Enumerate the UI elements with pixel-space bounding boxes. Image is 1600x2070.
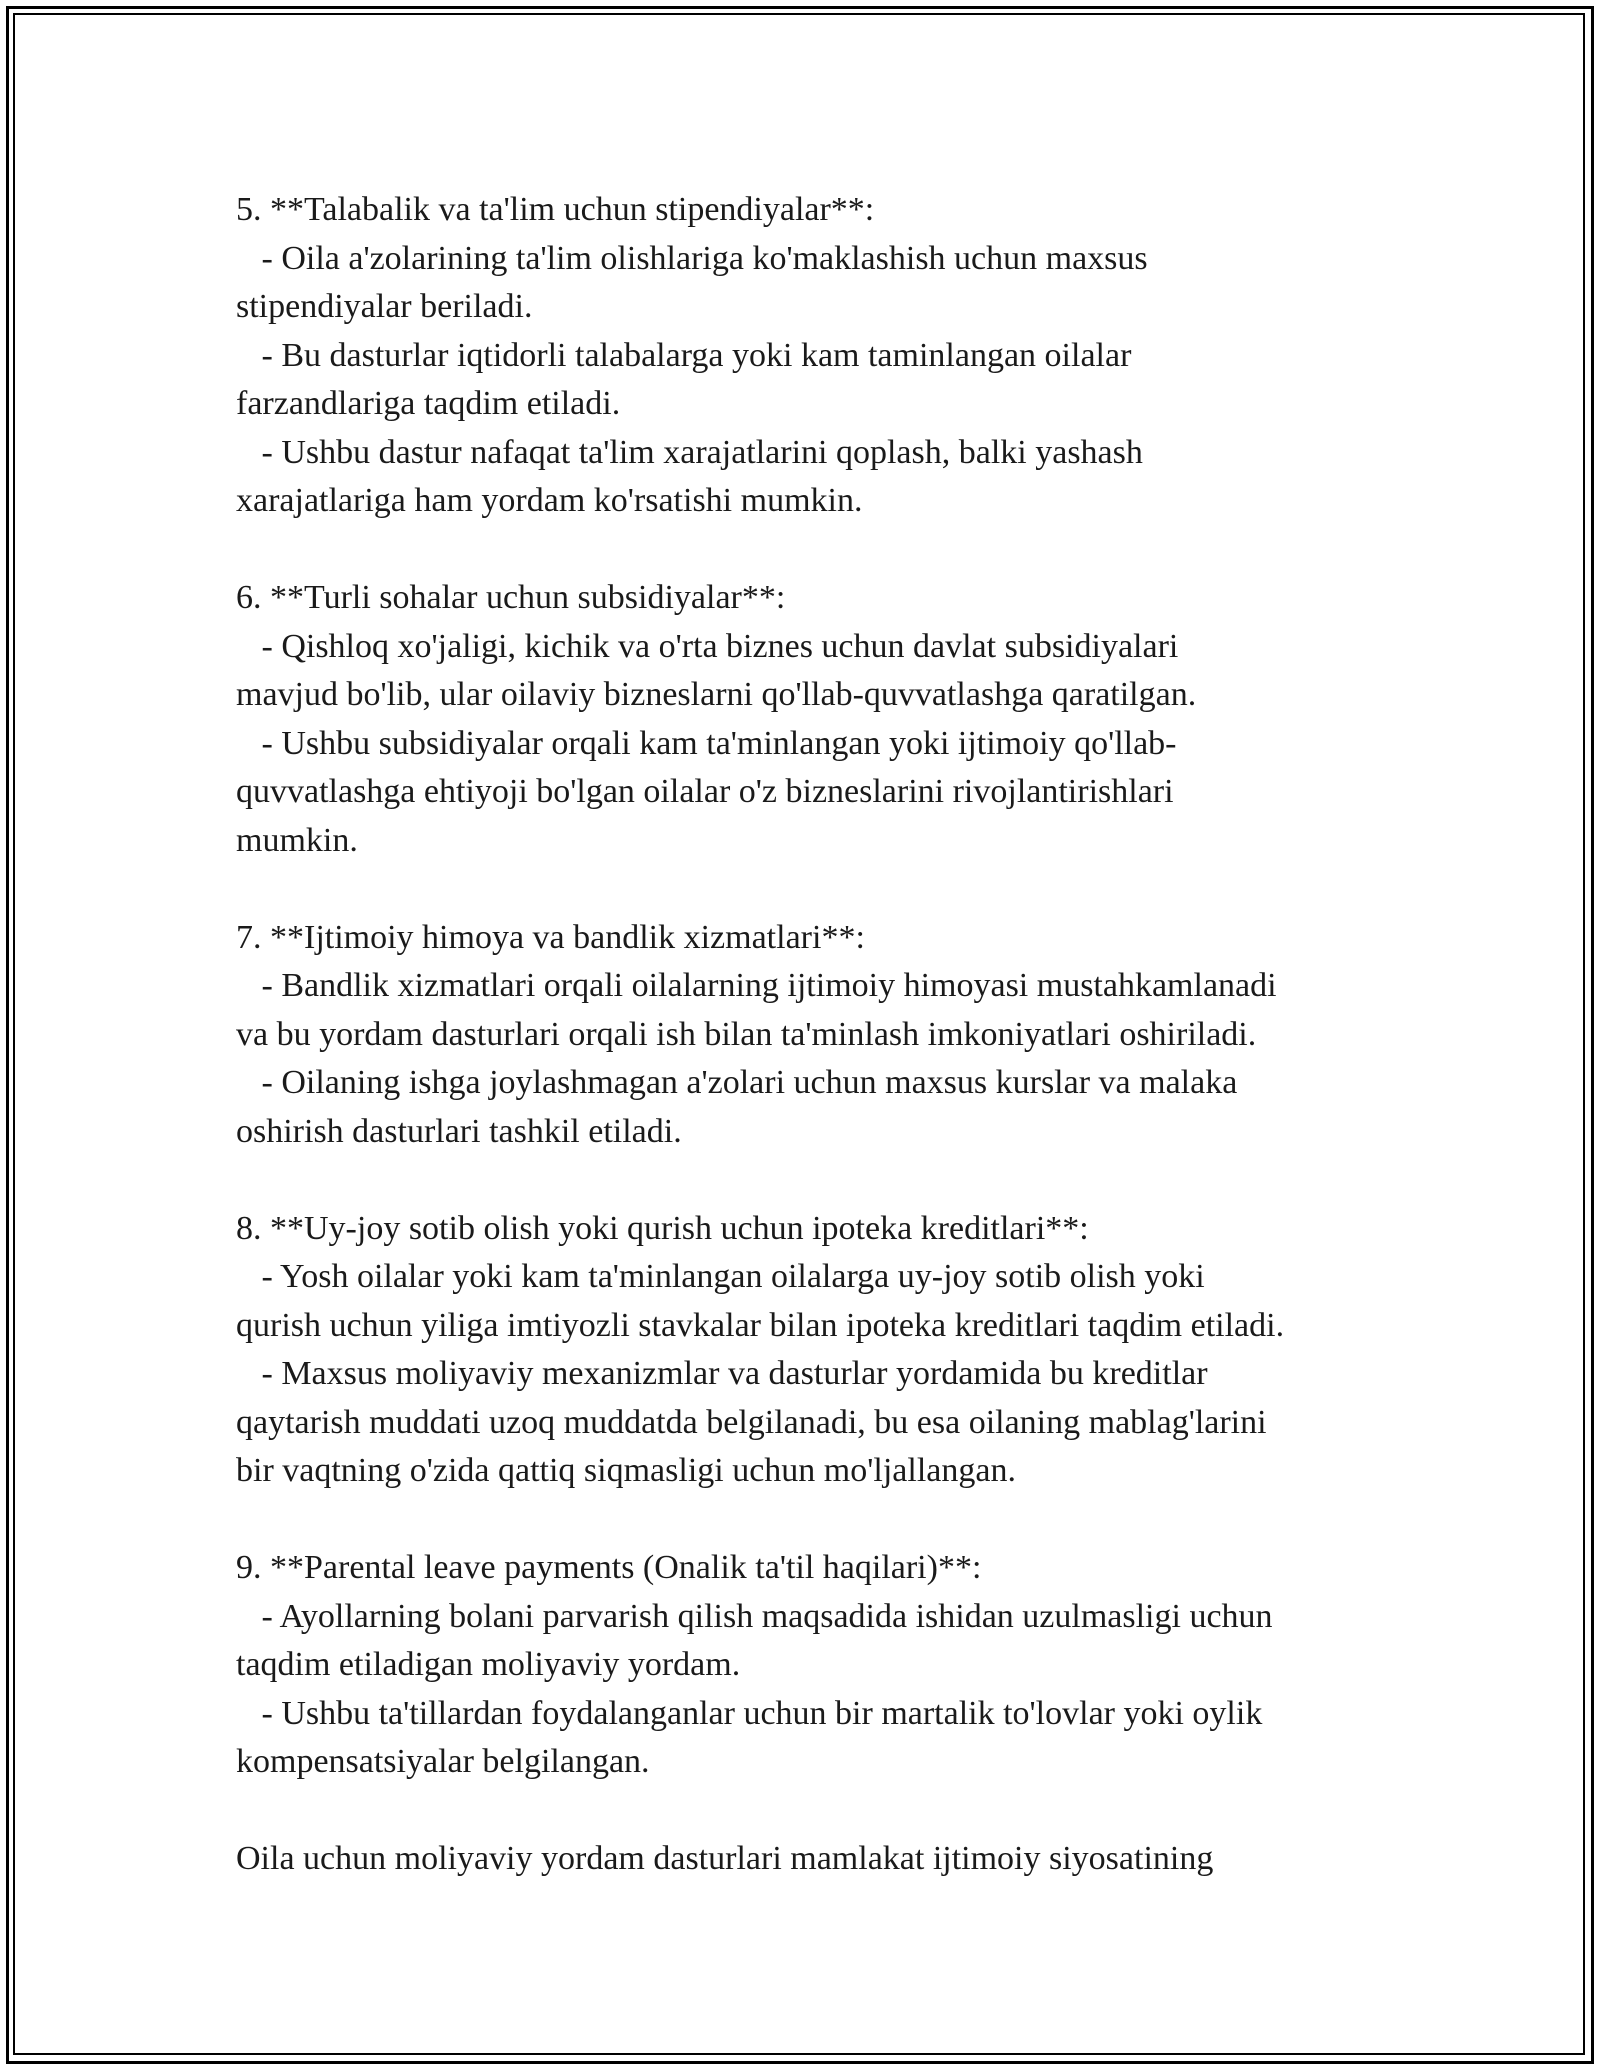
text-line: - Qishloq xo'jaligi, kichik va o'rta biznes uchun davlat subsidiyalari (236, 627, 1179, 665)
text-line: qaytarish muddati uzoq muddatda belgilanadi, bu esa oilaning mablag'larini (236, 1403, 1267, 1441)
section-8-mortgage (236, 1205, 1416, 1496)
text-line: oshirish dasturlari tashkil etiladi. (236, 1112, 682, 1150)
text-line: farzandlariga taqdim etiladi. (236, 385, 621, 422)
text-line: - Oilaning ishga joylashmagan a'zolari uchun maxsus kurslar va malaka (236, 1064, 1238, 1101)
text-line: qurish uchun yiliga imtiyozli stavkalar bilan ipoteka kreditlari taqdim etiladi. (236, 1306, 1285, 1344)
text-line: - Bandlik xizmatlari orqali oilalarning ijtimoiy himoyasi mustahkamlanadi (236, 967, 1277, 1004)
text-line: Oila uchun moliyaviy yordam dasturlari mamlakat ijtimoiy siyosatining (236, 1840, 1214, 1877)
section-6-subsidies (236, 574, 1416, 865)
text-line: mumkin. (236, 821, 358, 859)
text-line: xarajatlariga ham yordam ko'rsatishi mumkin. (236, 482, 863, 519)
section-heading: 5. **Talabalik va ta'lim uchun stipendiyalar**: (236, 191, 875, 228)
text-line: mavjud bo'lib, ular oilaviy bizneslarni qo'llab-quvvatlashga qaratilgan. (236, 676, 1197, 713)
text-line: - Ushbu dastur nafaqat ta'lim xarajatlarini qoplash, balki yashash (236, 433, 1143, 471)
text-line: - Bu dasturlar iqtidorli talabalarga yoki kam taminlangan oilalar (236, 336, 1132, 374)
section-9-parental-leave (236, 1544, 1416, 1787)
text-line: va bu yordam dasturlari orqali ish bilan ta'minlash imkoniyatlari oshiriladi. (236, 1015, 1257, 1053)
section-5-stipends (236, 186, 1416, 526)
section-heading: 7. **Ijtimoiy himoya va bandlik xizmatlari**: (236, 918, 865, 956)
text-line: - Ushbu ta'tillardan foydalanganlar uchun bir martalik to'lovlar yoki oylik (236, 1694, 1263, 1732)
text-line: quvvatlashga ehtiyoji bo'lgan oilalar o'z bizneslarini rivojlantirishlari (236, 773, 1174, 810)
text-line: - Maxsus moliyaviy mexanizmlar va dasturlar yordamida bu kreditlar (236, 1355, 1208, 1392)
closing-paragraph (236, 1835, 1416, 1884)
text-line: taqdim etiladigan moliyaviy yordam. (236, 1646, 741, 1683)
section-heading: 6. **Turli sohalar uchun subsidiyalar**: (236, 579, 786, 616)
document-body (236, 186, 1416, 1884)
text-line: stipendiyalar beriladi. (236, 288, 533, 325)
text-line: - Ayollarning bolani parvarish qilish maqsadida ishidan uzulmasligi uchun (236, 1597, 1273, 1635)
text-line: - Ushbu subsidiyalar orqali kam ta'minlangan yoki ijtimoiy qo'llab- (236, 724, 1177, 762)
text-line: bir vaqtning o'zida qattiq siqmasligi uchun mo'ljallangan. (236, 1452, 1016, 1489)
section-7-social-protection (236, 914, 1416, 1157)
text-line: - Yosh oilalar yoki kam ta'minlangan oilalarga uy-joy sotib olish yoki (236, 1258, 1205, 1295)
section-heading: 8. **Uy-joy sotib olish yoki qurish uchun ipoteka kreditlari**: (236, 1209, 1089, 1247)
text-line: kompensatsiyalar belgilangan. (236, 1743, 650, 1780)
text-line: - Oila a'zolarining ta'lim olishlariga ko'maklashish uchun maxsus (236, 239, 1148, 277)
section-heading: 9. **Parental leave payments (Onalik ta'til haqilari)**: (236, 1549, 982, 1586)
